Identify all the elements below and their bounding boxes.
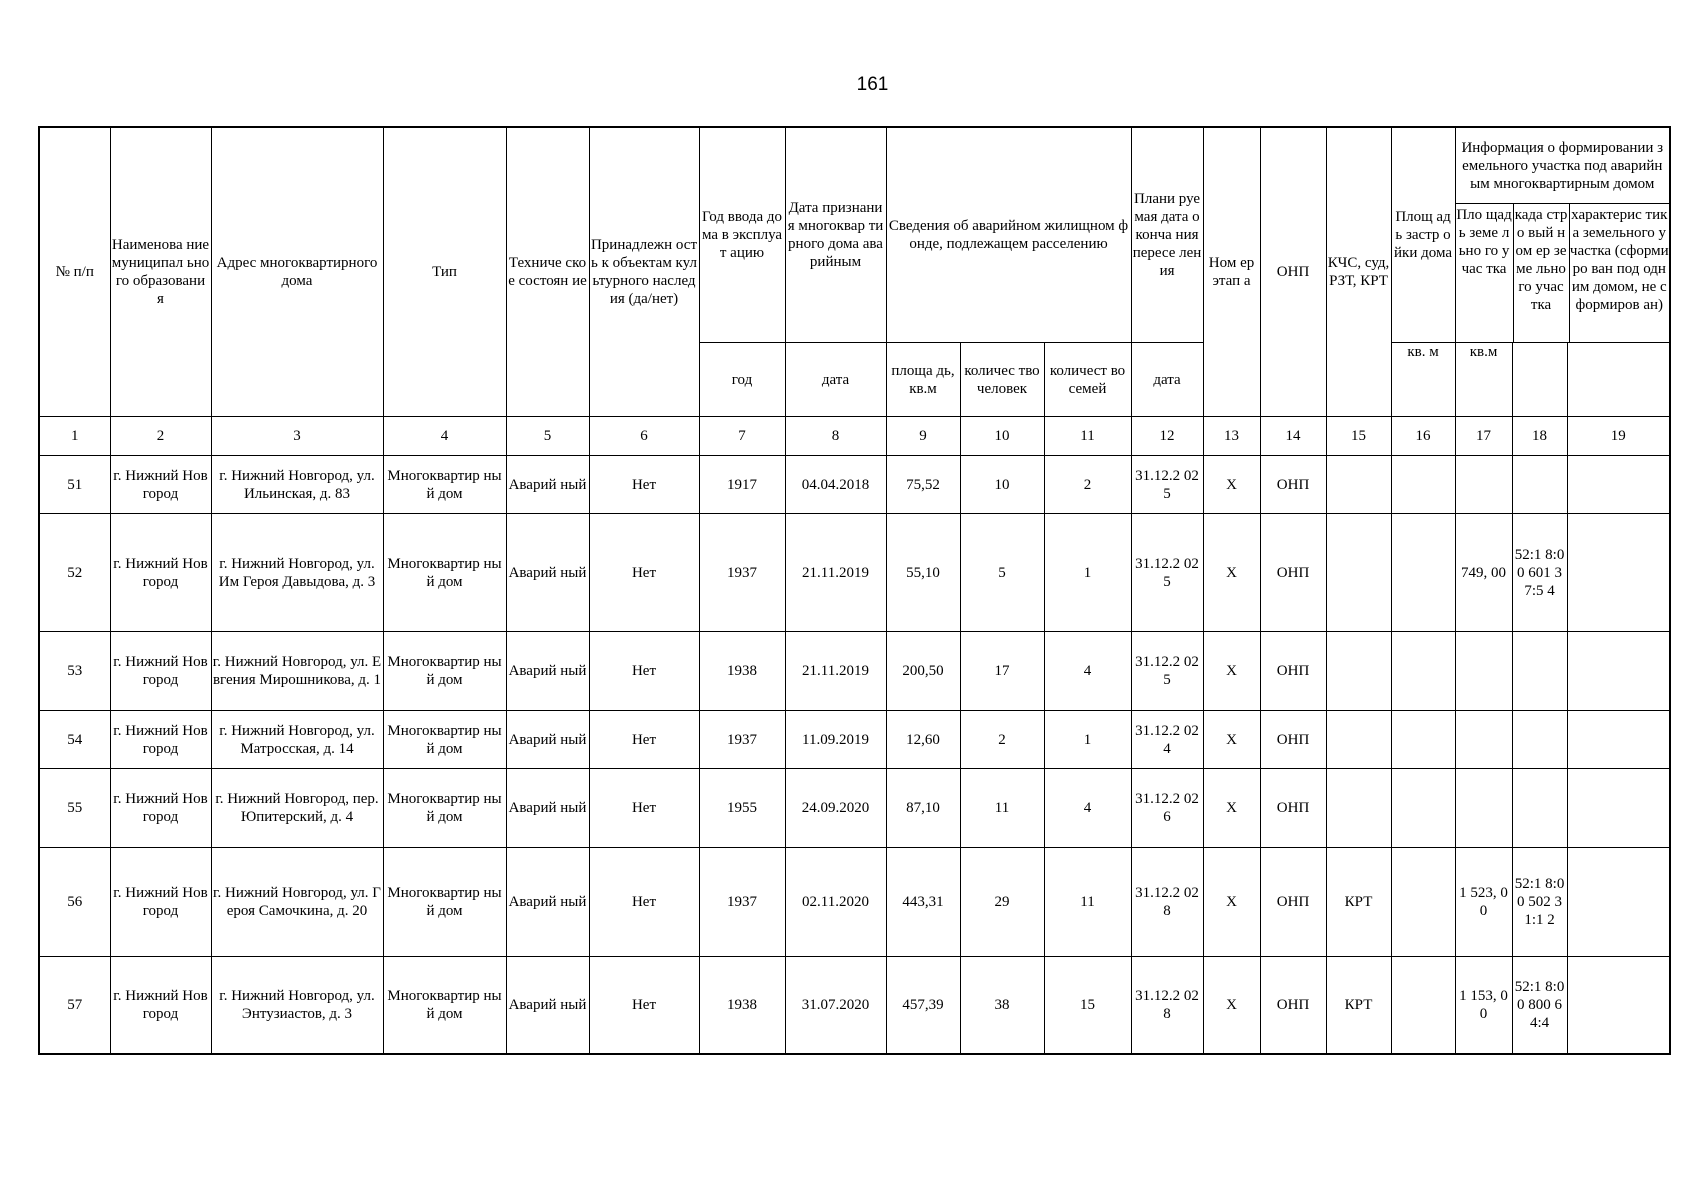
column-number: 2 [110, 417, 211, 456]
header-col19-cont [1567, 343, 1670, 417]
table-cell: 04.04.2018 [785, 456, 886, 514]
table-cell: 4 [1044, 632, 1131, 711]
table-cell [1326, 632, 1391, 711]
table-cell: ОНП [1260, 514, 1326, 632]
table-cell: Многоквартир ный дом [383, 769, 506, 848]
table-cell [1567, 514, 1670, 632]
column-number: 18 [1512, 417, 1567, 456]
table-cell: 10 [960, 456, 1044, 514]
table-cell: 1938 [699, 957, 785, 1055]
header-col18: када стро вый ном ер земе льно го учас тка [1514, 204, 1570, 342]
table-cell: 31.12.2 025 [1131, 632, 1203, 711]
table-cell [1391, 632, 1455, 711]
header-col12: Плани руемая дата оконча ния пересе ления [1131, 127, 1203, 343]
column-number: 3 [211, 417, 383, 456]
table-cell: X [1203, 632, 1260, 711]
table-cell [1391, 456, 1455, 514]
table-cell: Многоквартир ный дом [383, 514, 506, 632]
table-cell [1455, 456, 1512, 514]
table-cell: 11.09.2019 [785, 711, 886, 769]
table-cell: X [1203, 456, 1260, 514]
column-number: 14 [1260, 417, 1326, 456]
table-cell: Многоквартир ный дом [383, 848, 506, 957]
subheader-people: количес тво человек [960, 343, 1044, 417]
table-cell: ОНП [1260, 848, 1326, 957]
table-cell: 52:1 8:00 601 37:5 4 [1512, 514, 1567, 632]
table-cell: X [1203, 711, 1260, 769]
column-number: 16 [1391, 417, 1455, 456]
table-cell: 1938 [699, 632, 785, 711]
table-cell [1391, 957, 1455, 1055]
table-cell: 52:1 8:00 800 64:4 [1512, 957, 1567, 1055]
table-cell: 31.12.2 026 [1131, 769, 1203, 848]
header-col13: Ном ер этап а [1203, 127, 1260, 417]
header-col4: Тип [383, 127, 506, 417]
table-cell: 1937 [699, 514, 785, 632]
subheader-resettle-date: дата [1131, 343, 1203, 417]
table-cell: 24.09.2020 [785, 769, 886, 848]
table-cell: X [1203, 957, 1260, 1055]
table-cell: 1 523, 00 [1455, 848, 1512, 957]
table-cell [1567, 848, 1670, 957]
subheader-plot-area-unit: кв.м [1455, 343, 1512, 417]
table-cell: Нет [589, 456, 699, 514]
header-col1: № п/п [39, 127, 110, 417]
table-cell: 52:1 8:00 502 31:1 2 [1512, 848, 1567, 957]
emergency-housing-table [38, 126, 1671, 1055]
table-cell [1455, 632, 1512, 711]
table-cell [1567, 632, 1670, 711]
column-number: 4 [383, 417, 506, 456]
header-col14: ОНП [1260, 127, 1326, 417]
table-cell: 1 [1044, 711, 1131, 769]
header-col18-cont [1512, 343, 1567, 417]
table-cell [1567, 957, 1670, 1055]
table-cell: 17 [960, 632, 1044, 711]
column-number: 5 [506, 417, 589, 456]
table-cell: 11 [1044, 848, 1131, 957]
table-cell: 55 [39, 769, 110, 848]
column-number: 19 [1567, 417, 1670, 456]
table-cell: г. Нижний Новгород, ул. Энтузиастов, д. 3 [211, 957, 383, 1055]
header-col5: Техниче ское состоян ие [506, 127, 589, 417]
table-row [39, 848, 1670, 957]
table-cell: 4 [1044, 769, 1131, 848]
table-cell: г. Нижний Новгород [110, 632, 211, 711]
header-col15: КЧС, суд, РЗТ, КРТ [1326, 127, 1391, 417]
table-cell: 31.12.2 024 [1131, 711, 1203, 769]
table-cell [1567, 456, 1670, 514]
table-cell: 1937 [699, 848, 785, 957]
table-cell: г. Нижний Новгород [110, 957, 211, 1055]
table-cell [1512, 769, 1567, 848]
column-number: 9 [886, 417, 960, 456]
table-cell: 21.11.2019 [785, 632, 886, 711]
table-cell [1326, 514, 1391, 632]
table-cell: г. Нижний Новгород [110, 514, 211, 632]
header-col17-19-group [1455, 127, 1670, 343]
table-cell [1512, 711, 1567, 769]
table-cell: 57 [39, 957, 110, 1055]
header-col19: характерис тика земельного участка (сформиро ван под одним домом, не сформиров ан) [1569, 207, 1669, 313]
table-cell: 52 [39, 514, 110, 632]
header-col6: Принадлежн ость к объектам культурного наследия (да/нет) [589, 127, 699, 417]
column-number: 11 [1044, 417, 1131, 456]
header-col8: Дата признания многоквар тирного дома аварийным [785, 127, 886, 343]
table-cell: 11 [960, 769, 1044, 848]
table-cell: КРТ [1326, 848, 1391, 957]
table-cell: ОНП [1260, 456, 1326, 514]
table-cell: 51 [39, 456, 110, 514]
table-cell: 31.12.2 028 [1131, 957, 1203, 1055]
table-cell: Многоквартир ный дом [383, 632, 506, 711]
table-cell: г. Нижний Новгород, ул. Матросская, д. 14 [211, 711, 383, 769]
table-cell: 1937 [699, 711, 785, 769]
table-cell [1391, 711, 1455, 769]
table-cell: 31.12.2 025 [1131, 456, 1203, 514]
table-cell: г. Нижний Новгород [110, 456, 211, 514]
header-col9-11: Сведения об аварийном жилищном фонде, подлежащем расселению [886, 127, 1131, 343]
table-cell: Аварий ный [506, 456, 589, 514]
column-number: 15 [1326, 417, 1391, 456]
table-cell: 02.11.2020 [785, 848, 886, 957]
table-row [39, 957, 1670, 1055]
table-cell: 443,31 [886, 848, 960, 957]
table-cell: ОНП [1260, 632, 1326, 711]
table-cell: Нет [589, 711, 699, 769]
table-cell [1391, 769, 1455, 848]
header-col16: Площ адь застр ойки дома [1391, 127, 1455, 343]
table-cell: 38 [960, 957, 1044, 1055]
header-col2: Наименова ние муниципал ьного образовани я [110, 127, 211, 417]
column-number: 1 [39, 417, 110, 456]
column-number: 10 [960, 417, 1044, 456]
table-cell: Аварий ный [506, 957, 589, 1055]
table-cell: КРТ [1326, 957, 1391, 1055]
table-cell: Нет [589, 848, 699, 957]
table-cell: Нет [589, 632, 699, 711]
table-cell: X [1203, 848, 1260, 957]
table-cell [1455, 711, 1512, 769]
table-cell: ОНП [1260, 711, 1326, 769]
table-cell: г. Нижний Новгород, ул. Героя Самочкина, д. 20 [211, 848, 383, 957]
table-cell [1391, 848, 1455, 957]
table-cell [1567, 769, 1670, 848]
table-cell: г. Нижний Новгород, ул. Евгения Мирошникова, д. 1 [211, 632, 383, 711]
table-cell: ОНП [1260, 957, 1326, 1055]
header-col17: Пло щадь земе льно го учас тка [1456, 204, 1514, 342]
table-cell: ОНП [1260, 769, 1326, 848]
table-row [39, 514, 1670, 632]
table-cell: X [1203, 769, 1260, 848]
header-col7: Год ввода дома в эксплуат ацию [699, 127, 785, 343]
table-cell [1326, 769, 1391, 848]
table-cell: 29 [960, 848, 1044, 957]
table-cell: г. Нижний Новгород [110, 711, 211, 769]
table-cell: 31.12.2 025 [1131, 514, 1203, 632]
table-cell [1326, 711, 1391, 769]
table-cell [1512, 632, 1567, 711]
table-cell: 2 [1044, 456, 1131, 514]
table-cell: 56 [39, 848, 110, 957]
table-cell: 15 [1044, 957, 1131, 1055]
subheader-families: количест во семей [1044, 343, 1131, 417]
table-cell: Многоквартир ный дом [383, 957, 506, 1055]
table-row [39, 769, 1670, 848]
table-cell: 31.12.2 028 [1131, 848, 1203, 957]
table-cell: Аварий ный [506, 769, 589, 848]
table-cell: Нет [589, 514, 699, 632]
table-cell: 1 153, 00 [1455, 957, 1512, 1055]
column-number: 17 [1455, 417, 1512, 456]
table-cell [1512, 456, 1567, 514]
table-cell: 200,50 [886, 632, 960, 711]
table-cell: Аварий ный [506, 848, 589, 957]
table-cell: 1917 [699, 456, 785, 514]
table-cell: Многоквартир ный дом [383, 456, 506, 514]
subheader-area: площа дь, кв.м [886, 343, 960, 417]
table-cell: г. Нижний Новгород, ул. Ильинская, д. 83 [211, 456, 383, 514]
table-cell [1326, 456, 1391, 514]
table-row [39, 711, 1670, 769]
header-col17-19: Информация о формировании земельного участка под аварийным многоквартирным домом [1461, 139, 1664, 192]
table-cell: 749, 00 [1455, 514, 1512, 632]
table-cell: 55,10 [886, 514, 960, 632]
column-number: 12 [1131, 417, 1203, 456]
table-cell [1391, 514, 1455, 632]
subheader-year: год [699, 343, 785, 417]
column-number: 6 [589, 417, 699, 456]
subheader-build-area-unit: кв. м [1391, 343, 1455, 417]
table-cell: 31.07.2020 [785, 957, 886, 1055]
table-cell [1567, 711, 1670, 769]
page-number: 161 [856, 74, 889, 95]
table-cell: 2 [960, 711, 1044, 769]
table-cell: 21.11.2019 [785, 514, 886, 632]
table-cell: X [1203, 514, 1260, 632]
table-body [39, 456, 1670, 1055]
table-cell: 87,10 [886, 769, 960, 848]
subheader-date: дата [785, 343, 886, 417]
column-number: 8 [785, 417, 886, 456]
table-cell: 5 [960, 514, 1044, 632]
table-cell: 457,39 [886, 957, 960, 1055]
table-cell: Нет [589, 769, 699, 848]
table-cell: Аварий ный [506, 632, 589, 711]
column-number: 7 [699, 417, 785, 456]
header-col3: Адрес многоквартирного дома [211, 127, 383, 417]
table-cell: Аварий ный [506, 711, 589, 769]
table-row [39, 632, 1670, 711]
table-cell: Нет [589, 957, 699, 1055]
table-row [39, 456, 1670, 514]
table-cell: г. Нижний Новгород, пер. Юпитерский, д. 4 [211, 769, 383, 848]
table-cell: 53 [39, 632, 110, 711]
table-cell: г. Нижний Новгород [110, 769, 211, 848]
table-cell: 1 [1044, 514, 1131, 632]
table-cell: 1955 [699, 769, 785, 848]
table-cell: г. Нижний Новгород [110, 848, 211, 957]
column-number-row [39, 417, 1670, 456]
table-cell: 75,52 [886, 456, 960, 514]
table-cell: 12,60 [886, 711, 960, 769]
table-cell: Аварий ный [506, 514, 589, 632]
table-cell [1455, 769, 1512, 848]
column-number: 13 [1203, 417, 1260, 456]
table-cell: г. Нижний Новгород, ул. Им Героя Давыдова, д. 3 [211, 514, 383, 632]
table-cell: 54 [39, 711, 110, 769]
table-cell: Многоквартир ный дом [383, 711, 506, 769]
